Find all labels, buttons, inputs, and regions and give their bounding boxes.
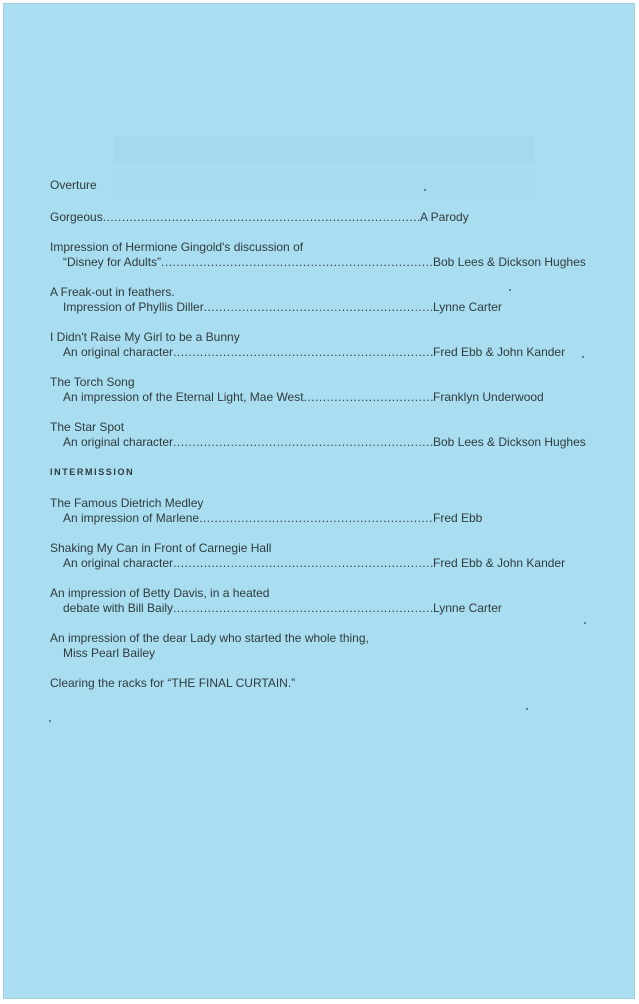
entry-gorgeous xyxy=(50,210,590,225)
entry-starspot xyxy=(50,420,590,450)
entry-credit: Bob Lees & Dickson Hughes xyxy=(433,435,586,449)
entry-intermission xyxy=(50,465,590,480)
entry-subtitle: debate with Bill Baily xyxy=(63,601,174,615)
entry-bunny xyxy=(50,330,590,360)
entry-title: The Famous Dietrich Medley xyxy=(50,496,204,510)
entry-subtitle: An original character xyxy=(63,345,174,359)
dot-leader xyxy=(161,255,433,270)
paper-speck xyxy=(584,622,586,624)
entry-title: Shaking My Can in Front of Carnegie Hall xyxy=(50,541,272,555)
paper-speck xyxy=(526,708,528,710)
overture-text: Overture xyxy=(50,178,97,192)
closing-text: Clearing the racks for “THE FINAL CURTAIN.” xyxy=(50,676,296,690)
paper-speck xyxy=(424,189,426,191)
program-page xyxy=(3,3,635,999)
entry-title: An impression of Betty Davis, in a heated xyxy=(50,586,270,600)
entry-carnegie xyxy=(50,541,590,571)
entry-subtitle: An impression of Marlene xyxy=(63,511,200,525)
entry-credit: Fred Ebb & John Kander xyxy=(433,345,566,359)
dot-leader xyxy=(173,435,433,450)
entry-title: A Freak-out in feathers. xyxy=(50,285,175,299)
entry-subtitle: An original character xyxy=(63,435,174,449)
entry-credit: Lynne Carter xyxy=(433,601,502,615)
entry-subtitle: Miss Pearl Bailey xyxy=(63,646,156,660)
entry-credit: Fred Ebb xyxy=(433,511,483,525)
entry-subtitle: An original character xyxy=(63,556,174,570)
entry-davis xyxy=(50,586,590,616)
dot-leader xyxy=(173,601,433,616)
dot-leader xyxy=(204,300,433,315)
paper-speck xyxy=(49,720,51,722)
dot-leader xyxy=(173,345,433,360)
entry-overture xyxy=(50,178,590,193)
entry-credit: Bob Lees & Dickson Hughes xyxy=(433,255,586,269)
entry-title: Gorgeous xyxy=(50,210,103,224)
dot-leader xyxy=(173,556,433,571)
dot-leader xyxy=(103,210,420,225)
entry-title: An impression of the dear Lady who started the whole thing, xyxy=(50,631,369,645)
entry-dietrich xyxy=(50,496,590,526)
entry-credit: A Parody xyxy=(420,210,469,224)
program-list xyxy=(50,178,590,691)
entry-title: The Star Spot xyxy=(50,420,125,434)
entry-title: Impression of Hermione Gingold's discussion of xyxy=(50,240,304,254)
entry-title: The Torch Song xyxy=(50,375,135,389)
entry-closing xyxy=(50,676,590,691)
intermission-heading: INTERMISSION xyxy=(50,467,135,477)
dot-leader xyxy=(199,511,433,526)
entry-credit: Franklyn Underwood xyxy=(433,390,544,404)
entry-subtitle: “Disney for Adults” xyxy=(63,255,162,269)
entry-gingold xyxy=(50,240,590,270)
entry-torch xyxy=(50,375,590,405)
entry-bailey xyxy=(50,631,590,661)
entry-title: I Didn't Raise My Girl to be a Bunny xyxy=(50,330,240,344)
paper-speck xyxy=(509,289,511,291)
entry-credit: Lynne Carter xyxy=(433,300,502,314)
entry-subtitle: Impression of Phyllis Diller xyxy=(63,300,204,314)
entry-credit: Fred Ebb & John Kander xyxy=(433,556,566,570)
entry-subtitle: An impression of the Eternal Light, Mae West xyxy=(63,390,304,404)
dot-leader xyxy=(304,390,433,405)
paper-speck xyxy=(582,356,584,358)
show-through-band xyxy=(114,136,534,162)
